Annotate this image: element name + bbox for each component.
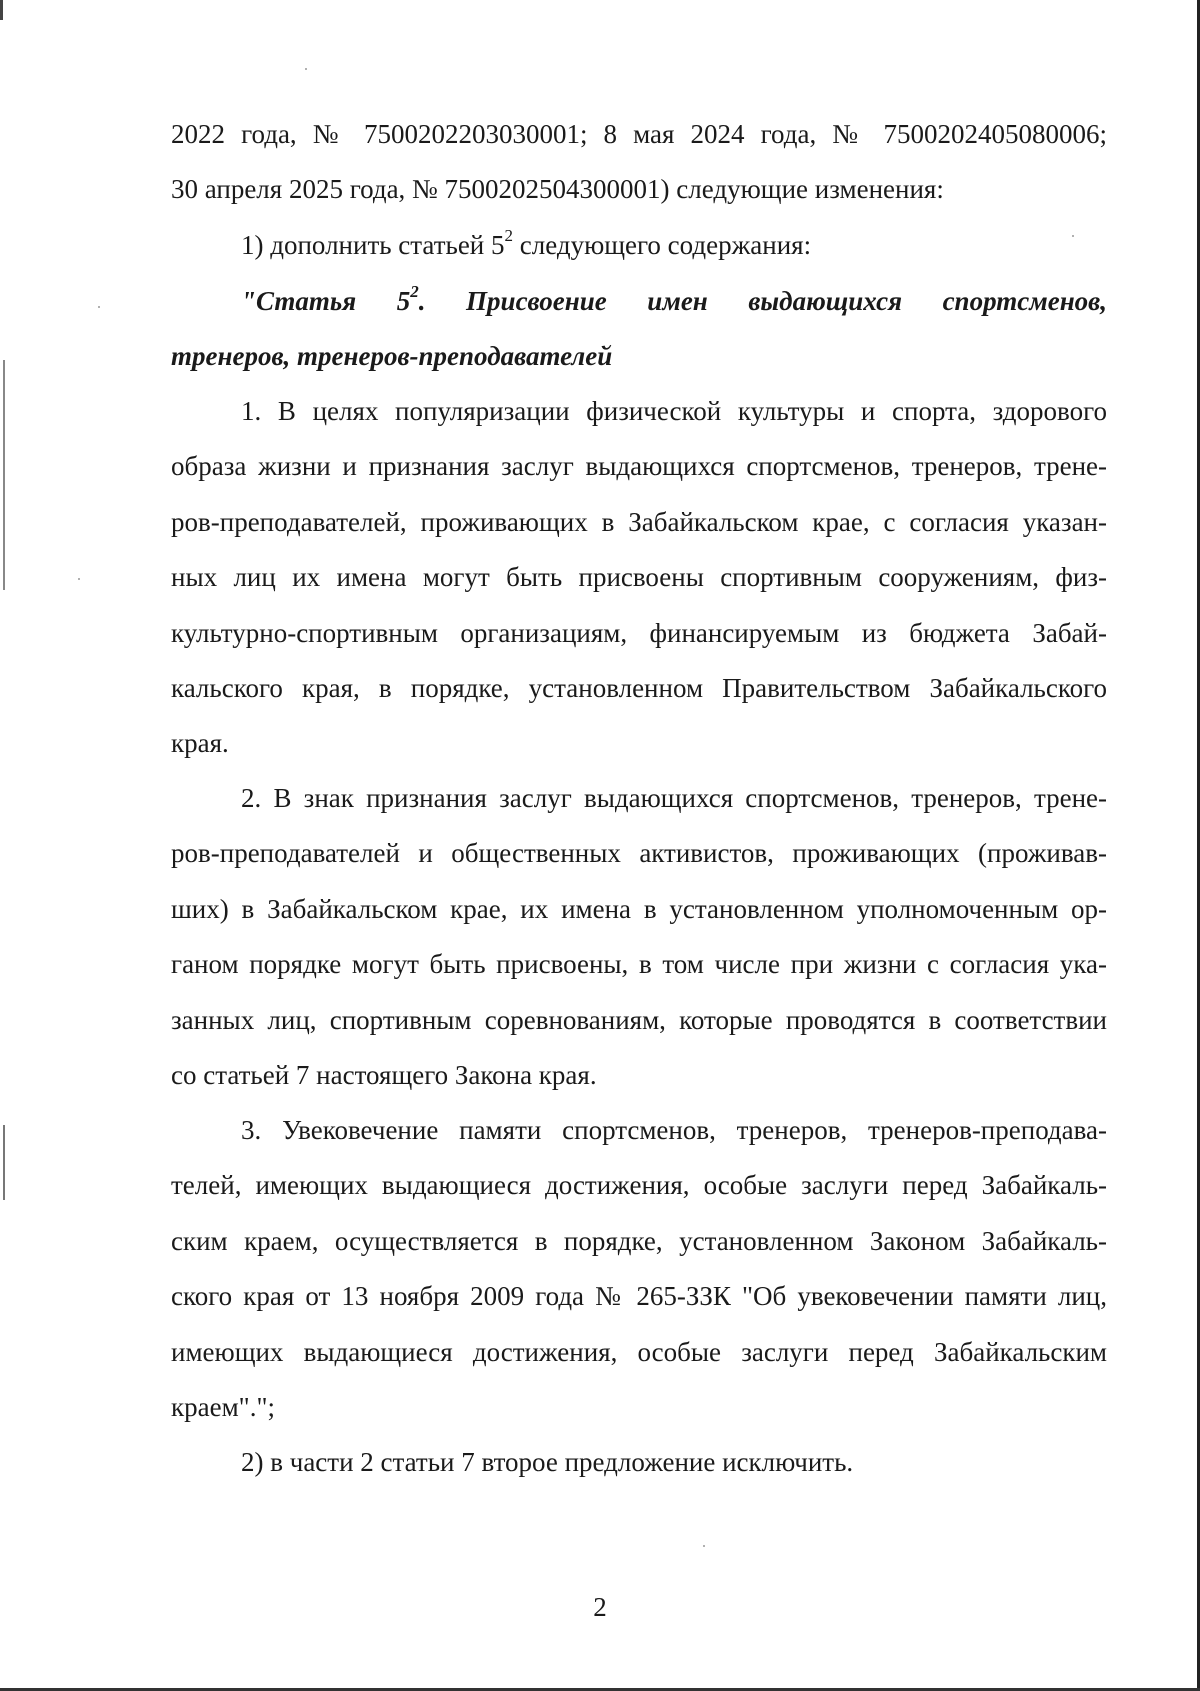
item-2-line: 2) в части 2 статьи 7 второе предложение исключить. [241,1447,854,1477]
paragraph-line: 1. В целях популяризации физической культуры и спорта, здорового [241,396,1107,426]
paragraph-line: телей, имеющих выдающиеся достижения, особые заслуги перед Забайкаль- [171,1170,1107,1201]
article-heading-prefix: "Статья [241,286,357,316]
item-1-sup: 2 [504,226,514,245]
paragraph-line: со статьей 7 настоящего Закона края. [171,1060,597,1091]
paragraph-line: имеющих выдающиеся достижения, особые заслуги перед Забайкальским [171,1336,1107,1367]
article-heading-line-1 [171,274,1107,329]
paragraph-line: ных лиц их имена могут быть присвоены спортивным сооружениям, физ- [171,562,1107,593]
paragraph-line: ского края от 13 ноября 2009 года № 265-ЗЗК "Об увековечении памяти лиц, [171,1281,1107,1312]
scan-speck [305,68,307,70]
paragraph-line: ров-преподавателей, проживающих в Забайкальском крае, с согласия указан- [171,506,1107,537]
amendment-item-1 [171,218,1107,273]
scan-artifact [3,1125,5,1200]
article-heading-title: Присвоение имен выдающихся спортсменов, [466,286,1107,316]
page-number: 2 [593,1592,607,1622]
paragraph-line: занных лиц, спортивным соревнованиям, которые проводятся в соответствии [171,1004,1107,1035]
amendment-item-2 [171,1435,1107,1490]
article-heading [171,274,1107,385]
paragraph-2 [171,771,1107,1103]
intro-text [171,107,1107,218]
scan-speck [703,1545,705,1547]
article-heading-line-2: тренеров, тренеров-преподавателей [171,341,613,372]
paragraph-line: ших) в Забайкальском крае, их имена в установленном уполномоченным ор- [171,893,1107,924]
paragraph-line: края. [171,728,229,759]
intro-line-2: 30 апреля 2025 года, № 7500202504300001) следующие изменения: [171,174,944,205]
item-1-suffix: следующего содержания: [513,230,812,260]
paragraph-3 [171,1103,1107,1435]
paragraph-line: ским краем, осуществляется в порядке, установленном Законом Забайкаль- [171,1225,1107,1256]
paragraph-line: образа жизни и признания заслуг выдающихся спортсменов, тренеров, трене- [171,451,1107,482]
paragraph-line: культурно-спортивным организациям, финансируемым из бюджета Забай- [171,617,1107,648]
scan-speck [78,578,80,580]
paragraph-1 [171,384,1107,772]
intro-line-1: 2022 года, № 7500202203030001; 8 мая 2024 года, № 7500202405080006; [171,119,1107,149]
paragraph-line: 3. Увековечение памяти спортсменов, тренеров, тренеров-преподава- [241,1115,1107,1145]
paragraph-line: краем"."; [171,1392,275,1423]
scan-artifact [0,0,3,20]
paragraph-line: кальского края, в порядке, установленном Правительством Забайкальского [171,673,1107,704]
scan-speck [98,306,100,308]
item-1-line [171,218,1107,273]
paragraph-line: ганом порядке могут быть присвоены, в том числе при жизни с согласия ука- [171,949,1107,980]
item-1-prefix: 1) дополнить статьей 5 [241,230,505,260]
scan-artifact [3,360,5,590]
paragraph-line: ров-преподавателей и общественных активистов, проживающих (проживав- [171,838,1107,869]
article-heading-number: $5^2$. [396,282,426,316]
paragraph-line: 2. В знак признания заслуг выдающихся спортсменов, тренеров, трене- [241,783,1107,813]
